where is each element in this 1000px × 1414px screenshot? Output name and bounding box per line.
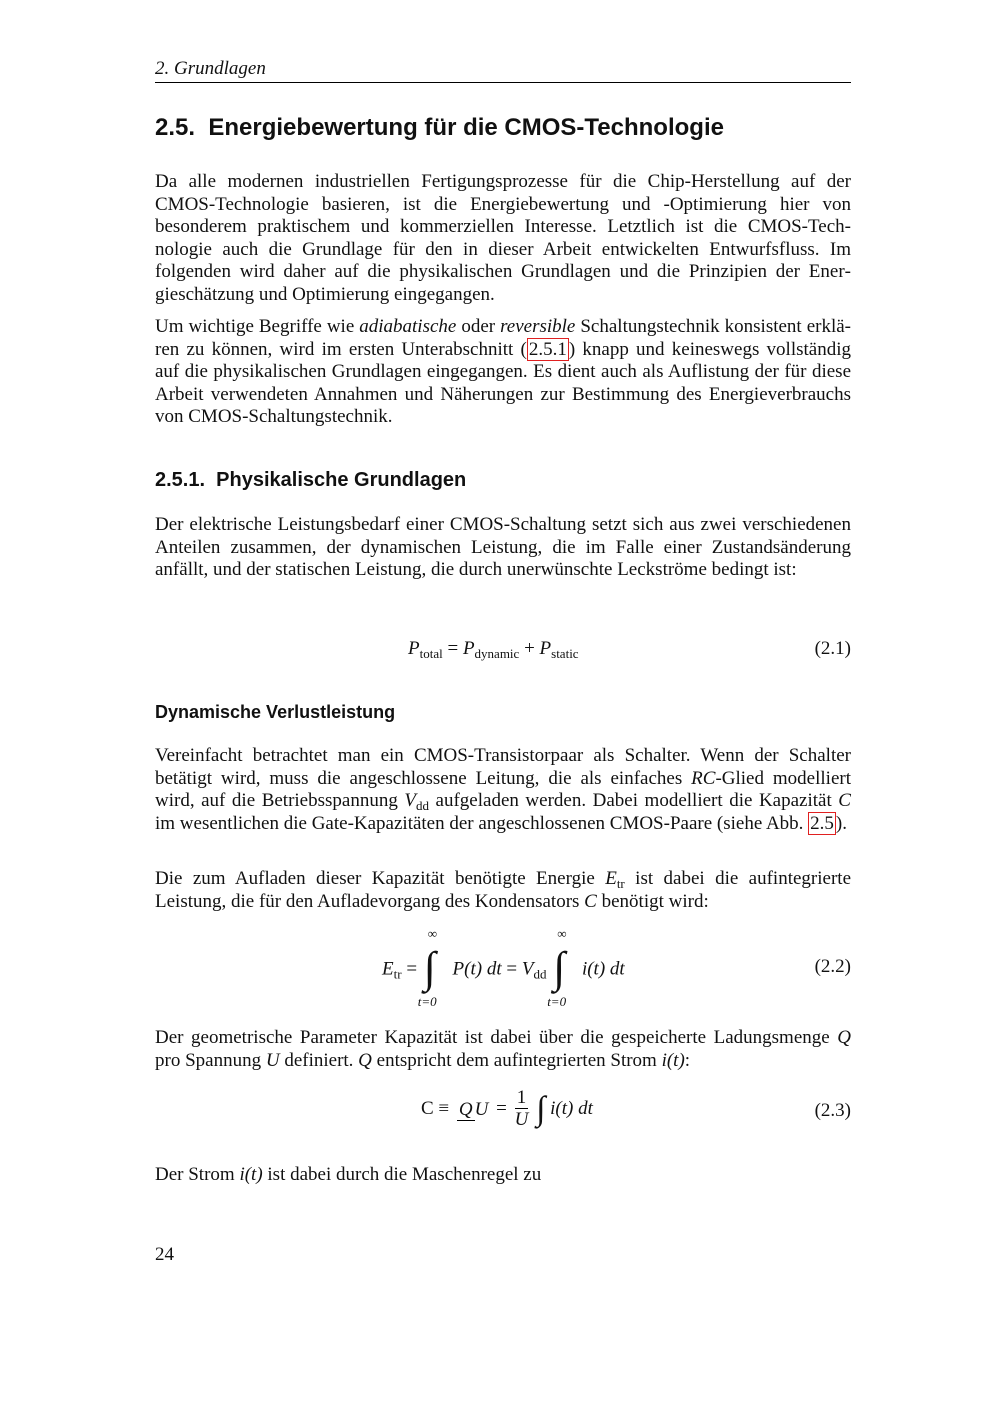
subsection-reference-link[interactable]: 2.5.1 [528, 338, 567, 360]
fraction-q-over-u: Q U [458, 1098, 489, 1120]
intro-paragraph-2: Um wichtige Begriffe wie adiabatische oder reversible Schaltungstechnik konsistent erklären zu können, wird im ersten Unterabschnitt ( 2.5.1 ) knapp und keineswegs vollständig auf die physikalischen Grundlagen eingegangen. Es dient auch als Auflistung der für diese Arbeit verwendeten Annahmen und Näherungen zur Bestimmung des Energieverbrauchs von CMOS-Schaltungstechnik. [155, 316, 852, 428]
subsubsection-heading: Dynamische Verlustleistung [155, 702, 396, 722]
document-page [155, 0, 851, 1414]
equation-2-1-formula: $P_{total} = P_{dynamic} + P_{static}$ [408, 638, 579, 661]
intro-paragraph-1: Da alle modernen industriellen Fertigungsprozesse für die Chip-Herstellung auf der CMOS-Technologie basieren, ist die Energiebewertung und -Optimierung hier von besonderem praktischem und kommerziellen Interesse. Letztlich ist die CMOS-Technologie auch die Grundlage für den in dieser Arbeit entwickelten Entwurfsfluss. Im folgenden wird daher auf die physikalischen Grundlagen und die Prinzipien der Energieschätzung und Optimierung eingegangen. [155, 171, 851, 305]
equation-2-2 [155, 926, 851, 1009]
equation-2-2-formula: $E_{tr}$ = ∫ ∞ t=0 P(t) dt = $V_{dd}$ ∫ ∞ t=0 i(t) dt [382, 926, 625, 1009]
running-head: 2. Grundlagen [155, 58, 851, 83]
dynamic-paragraph-1: Vereinfacht betrachtet man ein CMOS-Transistorpaar als Schalter. Wenn der Schalter betätigt wird, muss die angeschlossene Leitung, die als einfaches RC-Glied modelliert wird, auf die Betriebsspannung $V_{dd}$ aufgeladen werden. Dabei modelliert die Kapazität C im wesentlichen die Gate-Kapazitäten der angeschlossenen CMOS-Paare (siehe Abb. 2.5 ). [155, 745, 851, 834]
equation-2-1 [155, 638, 851, 666]
subsection-heading [155, 466, 851, 494]
physics-paragraph: Der elektrische Leistungsbedarf einer CMOS-Schaltung setzt sich aus zwei verschiedenen Anteilen zusammen, der dynamischen Leistung, die im Falle einer Zustandsänderung anfällt, und der statischen Leistung, die durch unerwünschte Leckströme bedingt ist: [155, 514, 851, 581]
figure-reference-link[interactable]: 2.5 [810, 812, 834, 834]
current-paragraph: Der Strom i(t) ist dabei durch die Maschenregel zu [155, 1164, 542, 1185]
integral-sign: ∫ ∞ t=0 [417, 926, 438, 1009]
subsection-title: Physikalische Grundlagen [216, 469, 467, 491]
equation-number: (2.1) [814, 638, 851, 659]
page-number: 24 [155, 1244, 174, 1265]
geometry-paragraph: Der geometrische Parameter Kapazität ist dabei über die gespeicherte Ladungsmenge Q pro Spannung U definiert. Q entspricht dem aufintegrierten Strom i(t): [155, 1027, 851, 1071]
fraction-one-over-u: $\frac{1}{U}$ [514, 1087, 529, 1130]
dynamic-paragraph-2: Die zum Aufladen dieser Kapazität benötigte Energie $E_{tr}$ ist dabei die aufintegrierte Leistung, die für den Aufladevorgang des Kondensators C benötigt wird: [155, 868, 852, 912]
equation-2-3 [155, 1088, 851, 1136]
equation-number: (2.2) [814, 956, 851, 977]
section-title: Energiebewertung für die CMOS-Technologie [208, 114, 724, 141]
equation-2-3-formula: C ≡ Q U = $\frac{1}{U}$ ∫ i(t) dt [421, 1087, 593, 1130]
section-number: 2.5. [155, 114, 196, 141]
subsection-number: 2.5.1. [155, 469, 206, 491]
section-heading [155, 112, 851, 144]
equation-number: (2.3) [814, 1100, 851, 1121]
integral-sign: ∫ ∞ t=0 [547, 926, 567, 1009]
